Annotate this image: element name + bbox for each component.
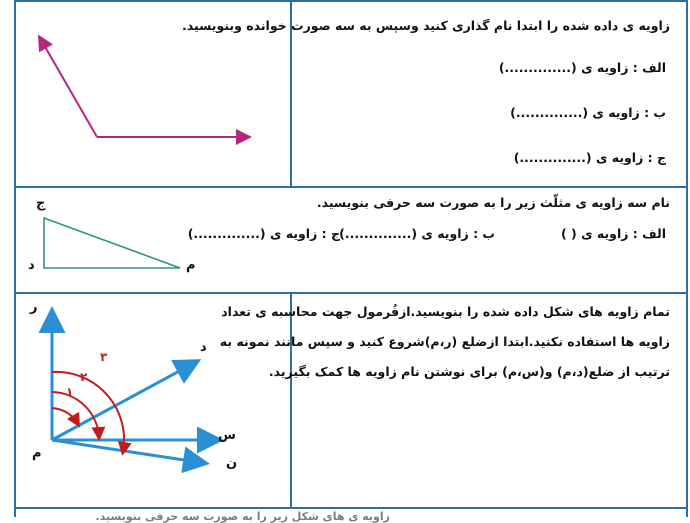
arc-number-2: ۲ — [80, 370, 88, 384]
section2-answer-a: الف : زاویه ی ( ) — [560, 226, 666, 241]
ray-label-lower-right: ن — [226, 456, 238, 471]
ray-label-upper-right: د — [200, 340, 207, 355]
arc-number-3: ۳ — [100, 350, 108, 364]
section1-line-b: ب : زاویه ی (..............) — [510, 105, 666, 120]
section1-instruction: زاویه ی داده شده را ابتدا نام گذاری کنید وسپس به سه صورت خوانده وبنویسید. — [182, 18, 670, 33]
angle-figure — [40, 38, 248, 137]
section2-answer-b: ب : زاویه ی (..............) — [339, 226, 495, 241]
footer-partial-text: زاویه ی های شکل زیر را به صورت سه حرفی بنویسید. — [95, 510, 390, 523]
section2-instruction: نام سه زاویه ی مثلّث زیر را به صورت سه حرفی بنویسید. — [316, 195, 670, 210]
vertex-label-top: ج — [36, 196, 46, 211]
section3-instruction-line3: ترتیب از ضلع(د،م) و(س،م) برای نوشتن نام زاویه ها کمک بگیرید. — [268, 364, 670, 379]
section1-line-c: ج : زاویه ی (..............) — [513, 150, 666, 165]
vertex-label-bottom-left: د — [28, 258, 35, 273]
arc-number-1: ۱ — [66, 385, 74, 399]
vertex-label-right: م — [186, 258, 196, 273]
rays-figure — [52, 312, 218, 463]
section2-answer-c: ج : زاویه ی (..............) — [187, 226, 340, 241]
ray-label-top: ر — [30, 300, 38, 315]
section3-instruction-line2: زاویه ها استفاده نکنید.ابتدا ازضلع (ر،م)شروع کنید و سپس مانند نمونه به — [219, 334, 670, 349]
section1-line-a: الف : زاویه ی (..............) — [498, 60, 666, 75]
ray-label-vertex: م — [32, 446, 42, 461]
ray-label-right: س — [218, 428, 236, 443]
triangle-figure — [44, 218, 180, 268]
section3-instruction-line1: تمام زاویه های شکل داده شده را بنویسید.ازفُرمول جهت محاسبه ی تعداد — [221, 304, 670, 319]
